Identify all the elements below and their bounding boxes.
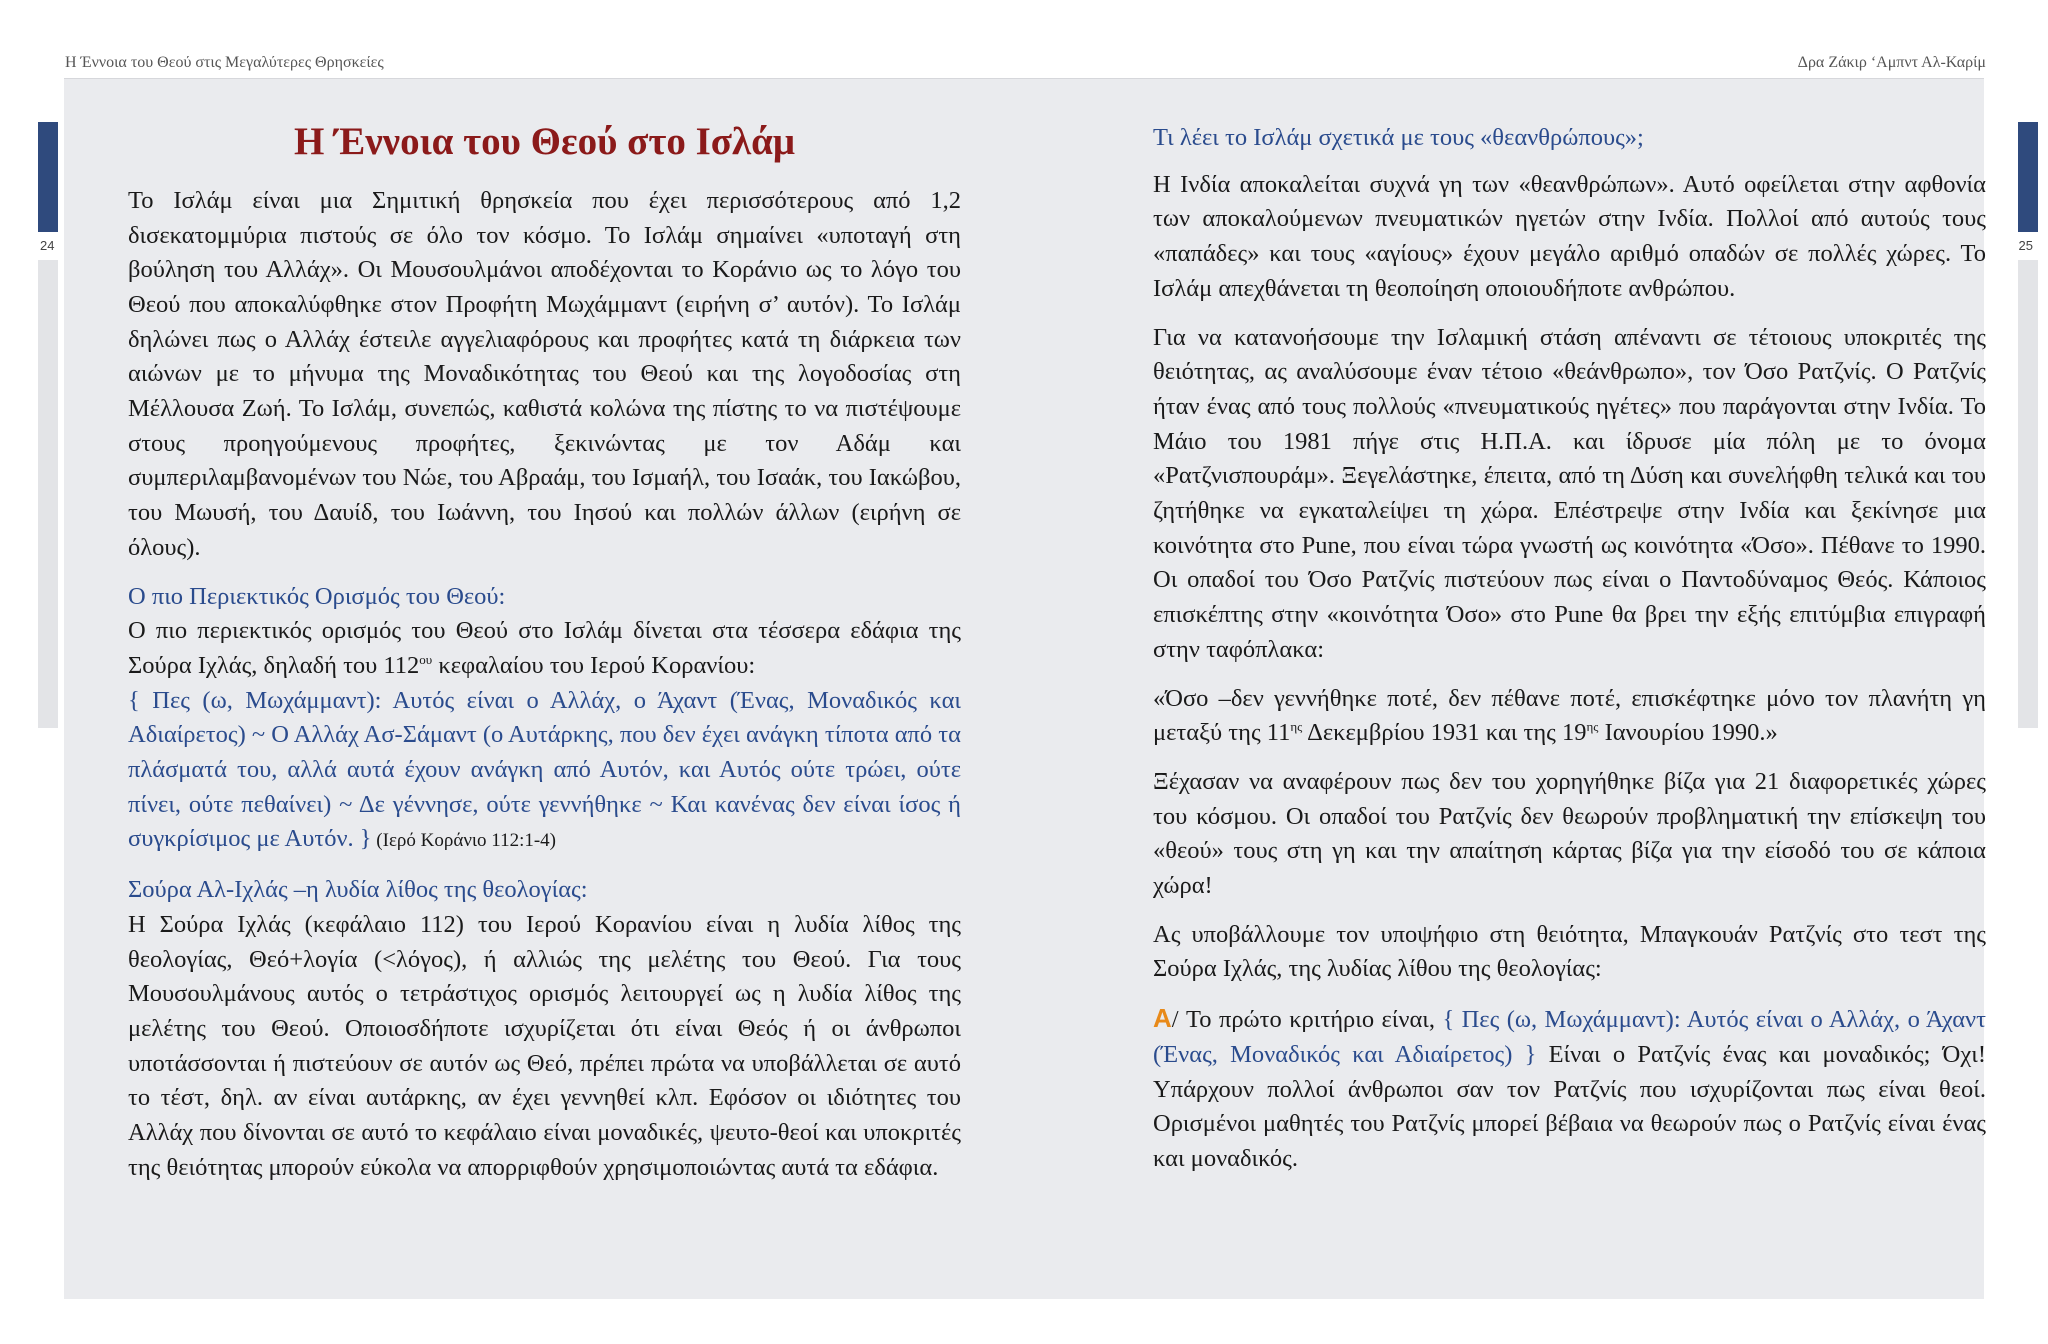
paragraph: Ας υποβάλλουμε τον υποψήφιο στη θειότητα, Μπαγκουάν Ρατζνίς στο τεστ της Σούρα Ιχλάς, της λυδίας λίθου της θεολογίας:	[1153, 920, 1986, 983]
running-header-left: Η Έννοια του Θεού στις Μεγαλύτερες Θρησκείες	[65, 54, 384, 71]
definition-text-end: κεφαλαίου του Ιερού Κορανίου:	[432, 651, 756, 679]
section-heading: Ο πιο Περιεκτικός Ορισμός του Θεού:	[128, 582, 506, 610]
definition-paragraph	[128, 614, 961, 683]
criterion-text: Είναι ο Ρατζνίς ένας και μοναδικός; Όχι! Υπάρχουν πολλοί άνθρωποι σαν τον Ρατζνίς που ισχυρίζονται πως είναι θεοί. Ορισμένοι μαθητές του Ρατζνίς μπορεί βέβαια να θεωρούν πως ο Ρατζνίς είναι ένας και μοναδικός.	[1153, 1040, 1987, 1172]
page-number-right: 25	[2018, 238, 2033, 253]
page-number-left: 24	[40, 238, 55, 253]
epitaph-text: Δεκεμβρίου 1931 και της 19	[1302, 719, 1587, 747]
section-heading: Τι λέει το Ισλάμ σχετικά με τους «θεανθρώπους»;	[1153, 124, 1644, 151]
quran-quote: { Πες (ω, Μωχάμμαντ): Αυτός είναι ο Αλλάχ, ο Άχαντ (Ένας, Μοναδικός και Αδιαίρετος) ~ Ο Αλλάχ Ασ-Σάμαντ (ο Αυτάρκης, που δεν έχει ανάγκη τίποτα από τα πλάσματά του, αλλά αυτά έχουν ανάγκη από Αυτόν, και Αυτός ούτε τρώει, ούτε πίνει, ούτε πεθαίνει) ~ Δε γέννησε, ούτε γεννήθηκε ~ Και κανένας δεν είναι ίσος ή συγκρίσιμος με Αυτόν. }	[128, 686, 961, 853]
section-heading: Σούρα Αλ-Ιχλάς –η λυδία λίθος της θεολογίας:	[128, 876, 588, 904]
quran-reference: (Ιερό Κοράνιο 112:1-4)	[371, 830, 556, 852]
letter-a-icon: A	[1153, 1003, 1172, 1034]
ordinal-suffix: ης	[1586, 719, 1599, 735]
left-page	[128, 79, 961, 1185]
ordinal-suffix: ης	[1290, 719, 1303, 735]
book-spread	[64, 78, 1987, 1299]
epitaph-quote	[1153, 682, 1986, 751]
epitaph-text: Ιανουρίου 1990.»	[1598, 719, 1778, 747]
page-edge-strip-left	[38, 260, 58, 728]
criterion-paragraph	[1153, 1001, 1986, 1177]
intro-paragraph: Το Ισλάμ είναι μια Σημιτική θρησκεία που έχει περισσότερους από 1,2 δισεκατομμύρια πιστούς σε όλο τον κόσμο. Το Ισλάμ σημαίνει «υποταγή στη βούληση του Αλλάχ». Οι Μουσουλμάνοι αποδέχονται το Κοράνιο ως το λόγο του Θεού που αποκαλύφθηκε στον Προφήτη Μωχάμμαντ (ειρήνη σ’ αυτόν). Το Ισλάμ δηλώνει πως ο Αλλάχ έστειλε αγγελιαφόρους και προφήτες κατά τη διάρκεια των αιώνων με το μήνυμα της Μοναδικότητας του Θεού και της λογοδοσίας στη Μέλλουσα Ζωή. Το Ισλάμ, συνεπώς, καθιστά κολώνα της πίστης το να πιστέψουμε στους προηγούμενους προφήτες, ξεκινώντας με τον Αδάμ και συμπεριλαμβανομένων του Νώε, του Αβραάμ, του Ισμαήλ, του Ισαάκ, του Ιακώβου, του Μωυσή, του Δαυίδ, του Ιωάννη, του Ιησού και πολλών άλλων (ειρήνη σε όλους).	[128, 186, 961, 561]
quran-quote-block	[128, 684, 961, 860]
definition-text: Ο πιο περιεκτικός ορισμός του Θεού στο Ισλάμ δίνεται στα τέσσερα εδάφια της Σούρα Ιχλάς, δηλαδή του 112	[128, 617, 961, 679]
quran-quote: { Πες (ω, Μωχάμμαντ): Αυτός είναι ο Αλλάχ, ο Άχαντ (Ένας, Μοναδικός και Αδιαίρετος) }	[1153, 1006, 1986, 1068]
touchstone-paragraph: Η Σούρα Ιχλάς (κεφάλαιο 112) του Ιερού Κορανίου είναι η λυδία λίθος της θεολογίας, Θεό+λογία (<λόγος), ή αλλιώς της μελέτης του Θεού. Για τους Μουσουλμάνους αυτός ο τετράστιχος ορισμός λειτουργεί ως η λυδία λίθος της μελέτης του Θεού. Οποιοσδήποτε ισχυρίζεται ότι είναι Θεός ή οι άνθρωποι υποτάσσονται ή πιστεύουν σε αυτόν ως Θεό, πρέπει πρώτα να υποβάλλεται σε αυτό το τέστ, δηλ. αν είναι αυτάρκης, αν έχει γεννηθεί κλπ. Εφόσον οι ιδιότητες του Αλλάχ που δίνονται σε αυτό το κεφάλαιο είναι μοναδικές, ψευτο-θεοί και υποκριτές της θειότητας μπορούν εύκολα να απορριφθούν χρησιμοποιώντας αυτά τα εδάφια.	[128, 910, 961, 1181]
paragraph: Ξέχασαν να αναφέρουν πως δεν του χορηγήθηκε βίζα για 21 διαφορετικές χώρες του κόσμου. Οι οπαδοί του Ρατζνίς δεν θεωρούν προβληματική την επίσκεψη του «θεού» τους στη γη και την απαίτηση κάρτας βίζα για την είσοδό του σε κάποια χώρα!	[1153, 767, 1986, 900]
paragraph: Για να κατανοήσουμε την Ισλαμική στάση απέναντι σε τέτοιους υποκριτές της θειότητας, ας αναλύσουμε έναν τέτοιο «θεάνθρωπο», τον Όσο Ρατζνίς. Ο Ρατζνίς ήταν ένας από τους πολλούς «πνευματικούς ηγέτες» που παράγονται στην Ινδία. Το Μάιο του 1981 πήγε στις Η.Π.Α. και ίδρυσε μία πόλη με το όνομα «Ρατζνισπουράμ». Ξεγελάστηκε, έπειτα, από τη Δύση και συνελήφθη τελικά και του ζητήθηκε να εγκαταλείψει τη χώρα. Επέστρεψε στην Ινδία και ξεκίνησε μια κοινότητα στο Pune, που είναι τώρα γνωστή ως κοινότητα «Όσο». Πέθανε το 1990. Οι οπαδοί του Όσο Ρατζνίς πιστεύουν πως είναι ο Παντοδύναμος Θεός. Κάποιος επισκέπτης στην «κοινότητα Όσο» στο Pune θα βρει την εξής επιτύμβια επιγραφή στην ταφόπλακα:	[1153, 323, 1986, 663]
paragraph: Η Ινδία αποκαλείται συχνά γη των «θεανθρώπων». Αυτό οφείλεται στην αφθονία των αποκαλούμενων πνευματικών ηγετών στην Ινδία. Πολλοί από αυτούς τους «παπάδες» και τους «αγίους» έχουν μεγάλο αριθμό οπαδών σε πολλές χώρες. Το Ισλάμ απεχθάνεται τη θεοποίηση οποιουδήποτε ανθρώπου.	[1153, 170, 1986, 302]
running-header-right: Δρα Ζάκιρ ‘Αμπντ Αλ-Καρίμ	[1797, 54, 1986, 71]
chapter-title: Η Έννοια του Θεού στο Ισλάμ	[293, 120, 796, 163]
criterion-text: / Το πρώτο κριτήριο είναι,	[1171, 1006, 1443, 1034]
right-page	[1153, 79, 1986, 1177]
page-edge-strip-right	[2018, 260, 2038, 728]
ordinal-suffix: ου	[419, 651, 433, 667]
page-edge-tab-left	[38, 122, 58, 232]
page-edge-tab-right	[2018, 122, 2038, 232]
epitaph-text: «Όσο –δεν γεννήθηκε ποτέ, δεν πέθανε ποτέ, επισκέφτηκε μόνο τον πλανήτη γη μεταξύ της 11	[1153, 684, 1986, 747]
